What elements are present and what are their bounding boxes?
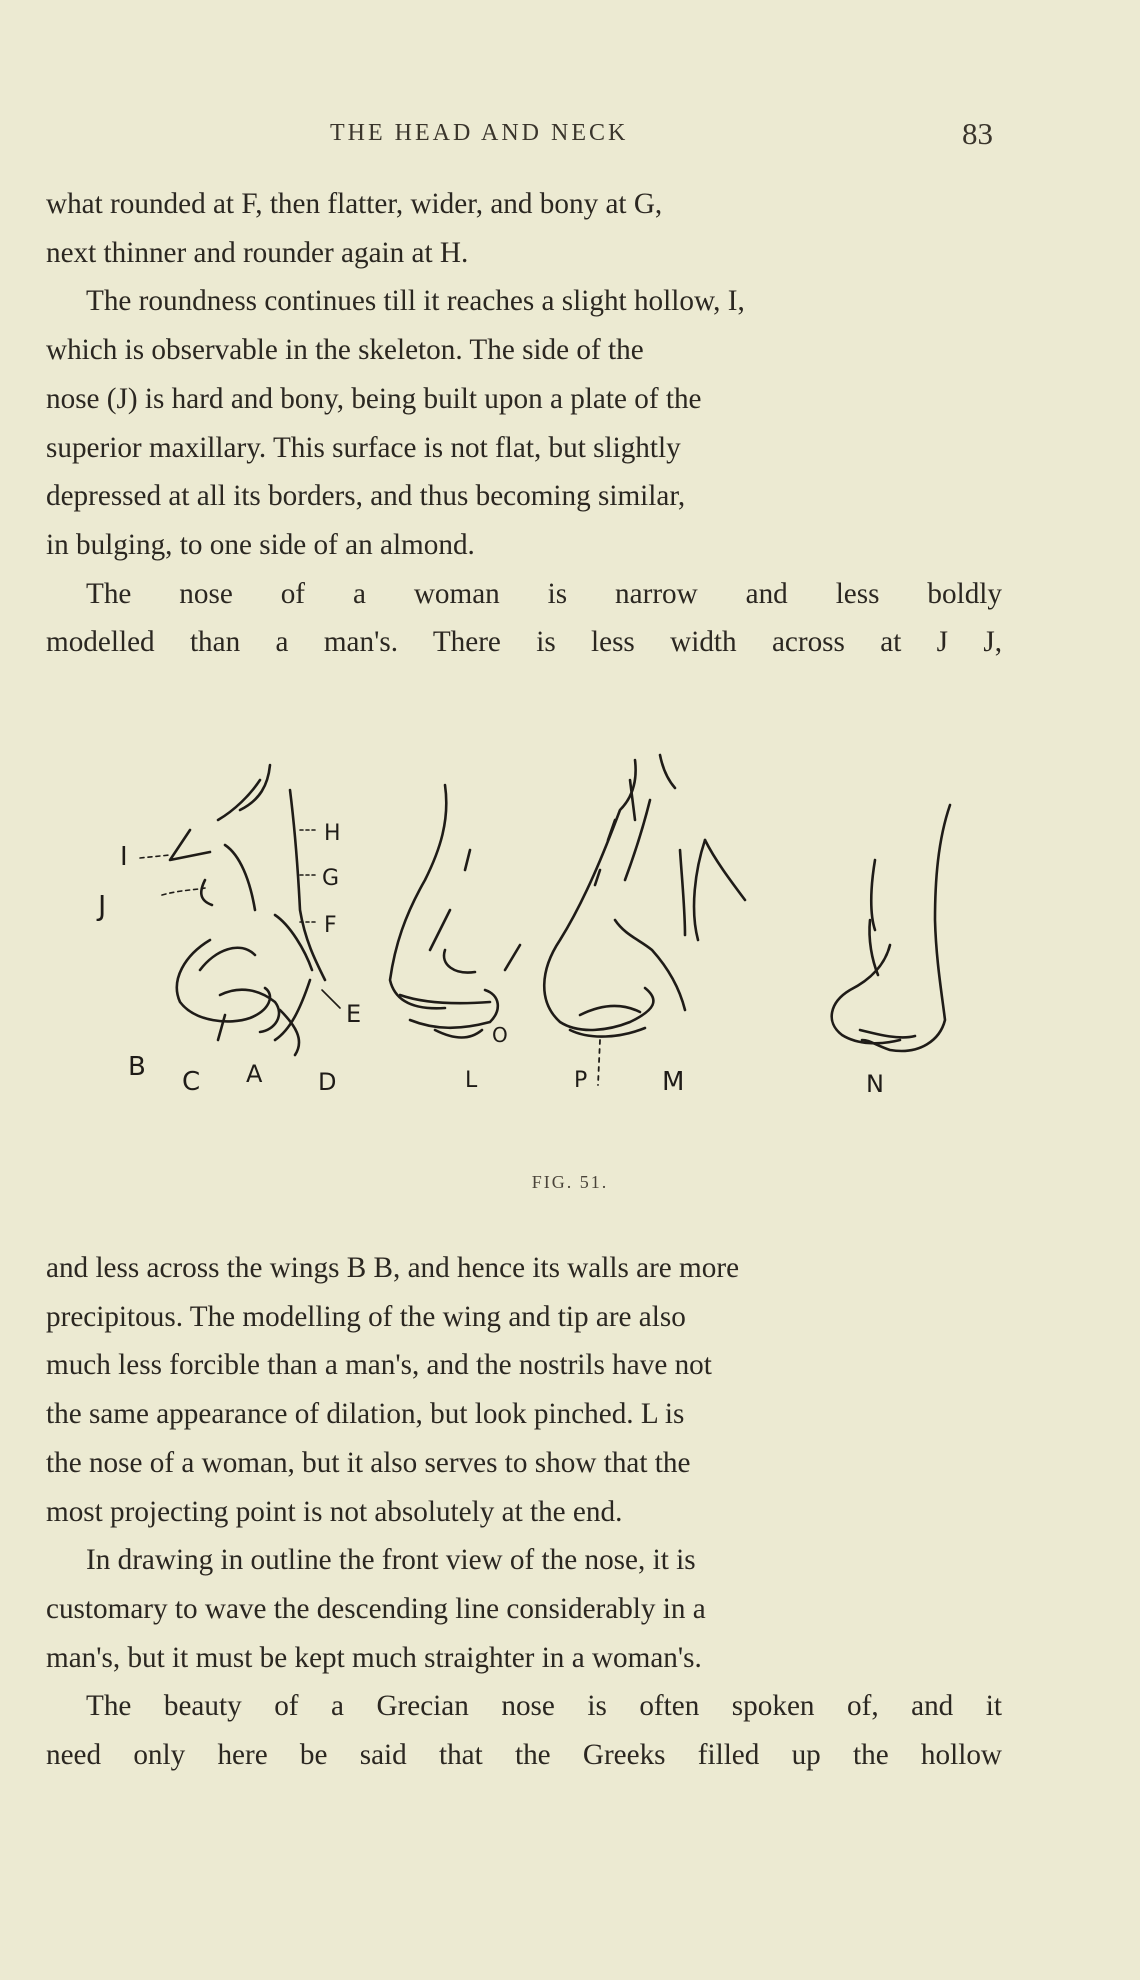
text-line: The beauty of a Grecian nose is often spoken of, and it [86,1690,1002,1723]
figure-label-p: P [574,1068,588,1093]
text-line: precipitous. The modelling of the wing and tip are also [46,1300,686,1333]
nose-figure [100,740,980,1140]
paragraph [46,180,1002,277]
running-head [0,116,1140,156]
text-line: modelled than a man's. There is less width across at J J, [46,626,1002,659]
text-line: the same appearance of dilation, but look pinched. L is [46,1398,685,1431]
text-block-bottom [46,1244,1002,1780]
figure-label-j: J [98,889,107,922]
figure-label-d: D [318,1068,337,1096]
text-line: depressed at all its borders, and thus becoming similar, [46,480,686,513]
text-line: and less across the wings B B, and hence its walls are more [46,1252,740,1284]
text-line: man's, but it must be kept much straighter in a woman's. [46,1641,702,1674]
paragraph [46,1244,1002,1536]
figure-label-f: F [324,913,337,938]
nose-sketch-p [544,755,685,1085]
nose-illustration [100,740,980,1140]
nose-sketch-m [680,840,745,940]
text-line: most projecting point is not absolutely at the end. [46,1495,623,1528]
text-line: which is observable in the skeleton. The side of the [46,334,644,367]
paragraph [46,277,1002,569]
text-line: much less forcible than a man's, and the nostrils have not [46,1349,712,1382]
nose-sketch-n [832,805,950,1051]
text-line: the nose of a woman, but it also serves to show that the [46,1446,691,1479]
text-line: In drawing in outline the front view of the nose, it is [86,1544,696,1577]
figure-caption: FIG. 51. [531,1172,609,1192]
figure-label-c: C [182,1067,201,1097]
figure-label-l: L [465,1068,478,1093]
text-line: next thinner and rounder again at H. [46,236,469,269]
figure-label-h: H [324,821,341,846]
figure-label-i: I [120,842,128,872]
paragraph [46,570,1002,667]
text-line: customary to wave the descending line considerably in a [46,1592,706,1625]
figure-label-a: A [246,1060,263,1088]
text-line: superior maxillary. This surface is not flat, but slightly [46,431,681,464]
text-line: what rounded at F, then flatter, wider, and bony at G, [46,188,663,220]
page-number: 83 [962,116,993,151]
text-line: The roundness continues till it reaches a slight hollow, I, [86,285,745,318]
paragraph [46,1536,1002,1682]
text-block-top [46,180,1002,667]
running-title: THE HEAD AND NECK [330,120,629,146]
text-line: nose (J) is hard and bony, being built upon a plate of the [46,382,702,415]
text-line: in bulging, to one side of an almond. [46,528,475,561]
text-line: The nose of a woman is narrow and less boldly [86,577,1002,610]
figure-label-m: M [662,1067,685,1097]
paragraph [46,1682,1002,1779]
nose-sketch-detailed [140,765,340,1055]
figure-label-o: O [492,1023,508,1047]
text-line: need only here be said that the Greeks filled up the hollow [46,1739,1002,1772]
figure-label-g: G [322,866,340,891]
figure-label-e: E [346,1000,362,1028]
figure-label-b: B [128,1052,146,1082]
nose-sketch-l [390,785,520,1038]
figure-label-n: N [866,1070,884,1098]
